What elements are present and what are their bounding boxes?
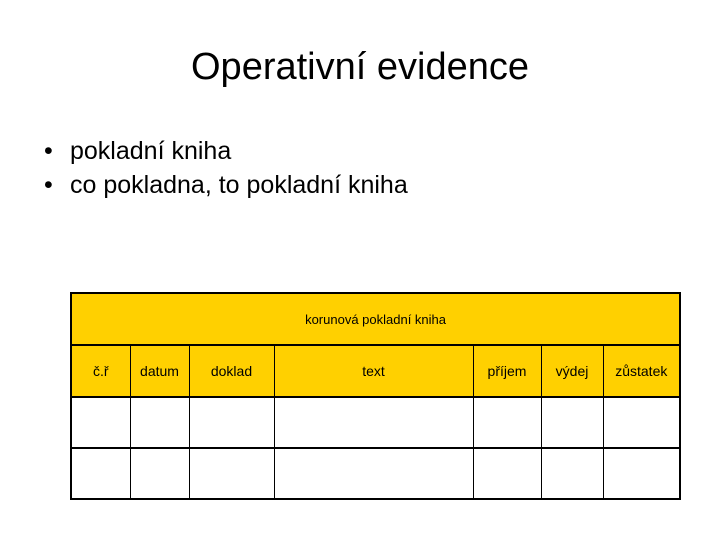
bullet-text: pokladní kniha [70, 137, 232, 165]
column-header-row-number: č.ř [71, 345, 130, 397]
column-header-expense: výdej [541, 345, 603, 397]
bullet-item [44, 134, 408, 168]
table-title: korunová pokladní kniha [71, 293, 680, 345]
table-cell [473, 397, 541, 448]
column-header-income: příjem [473, 345, 541, 397]
bullet-text: co pokladna, to pokladní kniha [70, 171, 408, 199]
table-cell [71, 448, 130, 499]
table-cell [603, 448, 680, 499]
column-header-text: text [274, 345, 473, 397]
table-cell [189, 397, 274, 448]
table-cell [541, 448, 603, 499]
table-cell [130, 397, 189, 448]
bullet-item [44, 168, 408, 202]
table-cell [130, 448, 189, 499]
table-cell [541, 397, 603, 448]
slide-title: Operativní evidence [191, 46, 529, 88]
bullet-list [44, 134, 408, 202]
table-row [71, 397, 680, 448]
table-cell [274, 448, 473, 499]
table-header-row [71, 345, 680, 397]
table-row [71, 448, 680, 499]
table-cell [473, 448, 541, 499]
table-cell [189, 448, 274, 499]
table-cell [274, 397, 473, 448]
bullet-marker: • [44, 171, 53, 199]
column-header-balance: zůstatek [603, 345, 680, 397]
table-cell [71, 397, 130, 448]
bullet-marker: • [44, 137, 53, 165]
table-cell [603, 397, 680, 448]
cash-book-table [70, 292, 681, 500]
column-header-date: datum [130, 345, 189, 397]
table-title-row [71, 293, 680, 345]
column-header-document: doklad [189, 345, 274, 397]
